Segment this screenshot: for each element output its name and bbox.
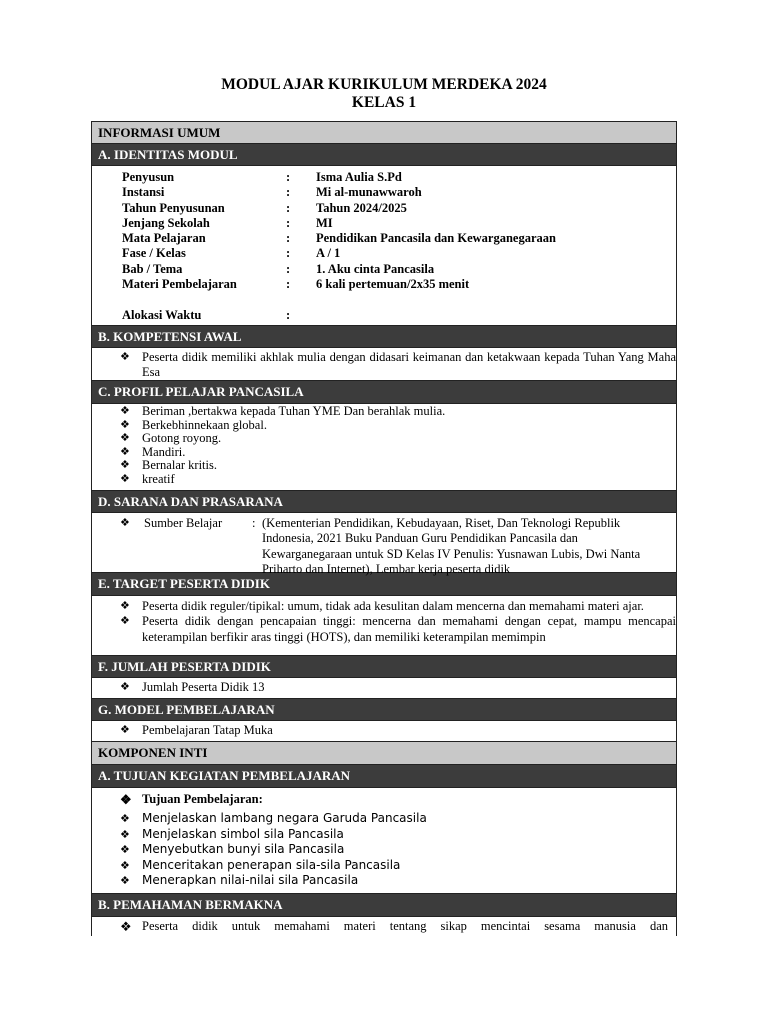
list-item: ❖ Peserta didik untuk memahami materi tentang sikap mencintai sesama manusia dan	[120, 919, 668, 934]
identitas-row: Instansi : Mi al-munawwaroh	[92, 185, 676, 200]
diamond-bullet-icon: ❖	[120, 472, 130, 485]
section-pemahaman-bermakna: B. PEMAHAMAN BERMAKNA	[92, 894, 676, 917]
identitas-label: Bab / Tema	[122, 261, 183, 276]
identitas-value: Pendidikan Pancasila dan Kewarganegaraan	[316, 231, 556, 246]
identitas-label: Penyusun	[122, 170, 175, 184]
diamond-bullet-icon: ❖	[120, 724, 130, 736]
pemahaman-body	[92, 917, 676, 936]
list-item: ❖ Menjelaskan simbol sila Pancasila	[120, 826, 344, 841]
identitas-body	[92, 166, 676, 326]
identitas-value: MI	[316, 215, 333, 230]
document-subtitle: KELAS 1	[351, 94, 417, 111]
diamond-bullet-icon: ❖	[120, 445, 130, 458]
diamond-bullet-icon: ❖	[120, 843, 130, 856]
section-sarana-prasarana: D. SARANA DAN PRASARANA	[92, 491, 676, 513]
identitas-value: Mi al-munawwaroh	[316, 185, 422, 200]
list-item: ❖ Beriman ,bertakwa kepada Tuhan YME Dan berahlak mulia.	[120, 404, 446, 418]
identitas-value: Tahun 2024/2025	[316, 200, 407, 215]
identitas-value: 1. Aku cinta Pancasila	[316, 261, 435, 276]
module-table	[91, 121, 677, 936]
identitas-value: A / 1	[316, 246, 341, 261]
sumber-belajar-label: Sumber Belajar	[144, 516, 223, 530]
diamond-bullet-icon: ❖	[120, 827, 130, 841]
section-identitas-modul: A. IDENTITAS MODUL	[92, 144, 676, 166]
identitas-row: Mata Pelajaran : Pendidikan Pancasila dan Kewarganegaraan	[92, 231, 676, 246]
list-item: ❖ Menceritakan penerapan sila-sila Pancasila	[120, 857, 401, 872]
diamond-bullet-icon: ❖	[120, 615, 130, 628]
profil-body	[92, 404, 676, 491]
target-body	[92, 596, 676, 656]
diamond-bullet-icon: ❖	[120, 351, 130, 363]
sarana-body	[92, 513, 676, 576]
identitas-row: Jenjang Sekolah : MI	[92, 216, 676, 231]
section-jumlah-peserta: F. JUMLAH PESERTA DIDIK	[92, 656, 676, 678]
diamond-bullet-icon: ❖	[120, 919, 132, 934]
diamond-bullet-icon: ❖	[120, 459, 130, 472]
list-item: ❖ Menerapkan nilai-nilai sila Pancasila	[120, 873, 359, 887]
diamond-bullet-icon: ❖	[120, 858, 130, 872]
list-item: ❖ Peserta didik reguler/tipikal: umum, tidak ada kesulitan dalam mencerna dan memahami materi ajar.	[120, 599, 644, 613]
identitas-row: Materi Pembelajaran : 6 kali pertemuan/2x35 menit	[92, 277, 676, 292]
section-informasi-umum: INFORMASI UMUM	[92, 121, 676, 144]
identitas-value: Isma Aulia S.Pd	[316, 170, 402, 184]
list-item: ❖ Menjelaskan lambang negara Garuda Pancasila	[120, 811, 427, 825]
list-item: ❖ Peserta didik dengan pencapaian tinggi: mencerna dan memahami dengan cepat, mampu mencapai keterampilan berfikir aras tinggi (HOTS), dan memiliki keterampilan memimpin	[120, 614, 676, 644]
model-body	[92, 721, 676, 742]
diamond-bullet-icon: ❖	[120, 418, 130, 431]
section-target-peserta: E. TARGET PESERTA DIDIK	[92, 573, 676, 596]
diamond-bullet-icon: ❖	[120, 600, 130, 612]
identitas-label: Mata Pelajaran	[122, 231, 206, 246]
diamond-bullet-icon: ❖	[120, 874, 130, 887]
sumber-belajar-text: (Kementerian Pendidikan, Kebudayaan, Riset, Dan Teknologi Republik Indonesia, 2021 Buku Panduan Guru Pendidikan Pancasila dan Kewarganegaraan untuk SD Kelas IV Penulis: Yusnawan Lubis, Dwi Nanta Priharto dan Internet), Lembar kerja peserta didik	[262, 516, 641, 576]
list-item: ❖ Jumlah Peserta Didik 13	[120, 680, 265, 694]
section-tujuan-kegiatan: A. TUJUAN KEGIATAN PEMBELAJARAN	[92, 765, 676, 788]
section-model-pembelajaran: G. MODEL PEMBELAJARAN	[92, 699, 676, 721]
identitas-label: Jenjang Sekolah	[122, 215, 210, 230]
section-kompetensi-awal: B. KOMPETENSI AWAL	[92, 326, 676, 348]
alokasi-waktu-label: Alokasi Waktu	[122, 308, 202, 323]
tujuan-body	[92, 788, 676, 894]
diamond-bullet-icon: ❖	[120, 812, 130, 825]
list-item: ❖ Gotong royong.	[120, 431, 222, 446]
identitas-value: 6 kali pertemuan/2x35 menit	[316, 277, 470, 292]
tujuan-subheading: ❖ Tujuan Pembelajaran:	[120, 792, 263, 807]
identitas-label: Tahun Penyusunan	[122, 200, 225, 215]
identitas-row: Penyusun : Isma Aulia S.Pd	[92, 170, 676, 185]
list-item: ❖ kreatif	[120, 471, 175, 486]
identitas-label: Fase / Kelas	[122, 246, 186, 261]
identitas-row: Fase / Kelas : A / 1	[92, 246, 676, 261]
identitas-label: Instansi	[122, 185, 165, 200]
identitas-label: Materi Pembelajaran	[122, 277, 237, 292]
list-item: ❖ Berkebhinnekaan global.	[120, 417, 267, 432]
list-item: ❖ Mandiri.	[120, 444, 186, 459]
diamond-bullet-icon: ❖	[120, 517, 130, 529]
diamond-bullet-icon: ❖	[120, 432, 130, 445]
kompetensi-body	[92, 348, 676, 381]
section-profil-pelajar: C. PROFIL PELAJAR PANCASILA	[92, 381, 676, 404]
diamond-bullet-icon: ❖	[120, 792, 132, 807]
section-komponen-inti: KOMPONEN INTI	[92, 742, 676, 765]
list-item: ❖ Pembelajaran Tatap Muka	[120, 723, 273, 737]
alokasi-waktu-row: Alokasi Waktu :	[92, 308, 676, 323]
diamond-bullet-icon: ❖	[120, 681, 130, 693]
document-title: MODUL AJAR KURIKULUM MERDEKA 2024	[221, 76, 547, 93]
list-item: ❖ Bernalar kritis.	[120, 458, 217, 473]
identitas-row: Bab / Tema : 1. Aku cinta Pancasila	[92, 262, 676, 277]
jumlah-body	[92, 678, 676, 699]
sumber-belajar-row: ❖ Sumber Belajar : (Kementerian Pendidikan, Kebudayaan, Riset, Dan Teknologi Republik Indonesia, 2021 Buku Panduan Guru Pendidikan Pancasila dan Kewarganegaraan untuk SD Kelas IV Penulis: Yusnawan Lubis, Dwi Nanta Priharto dan Internet), Lembar kerja peserta didik	[92, 516, 676, 577]
list-item: ❖ Peserta didik memiliki akhlak mulia dengan didasari keimanan dan ketakwaan kepada Tuhan Yang Maha Esa	[120, 350, 676, 380]
diamond-bullet-icon: ❖	[120, 405, 130, 417]
list-item: ❖ Menyebutkan bunyi sila Pancasila	[120, 842, 345, 856]
identitas-row: Tahun Penyusunan : Tahun 2024/2025	[92, 201, 676, 216]
